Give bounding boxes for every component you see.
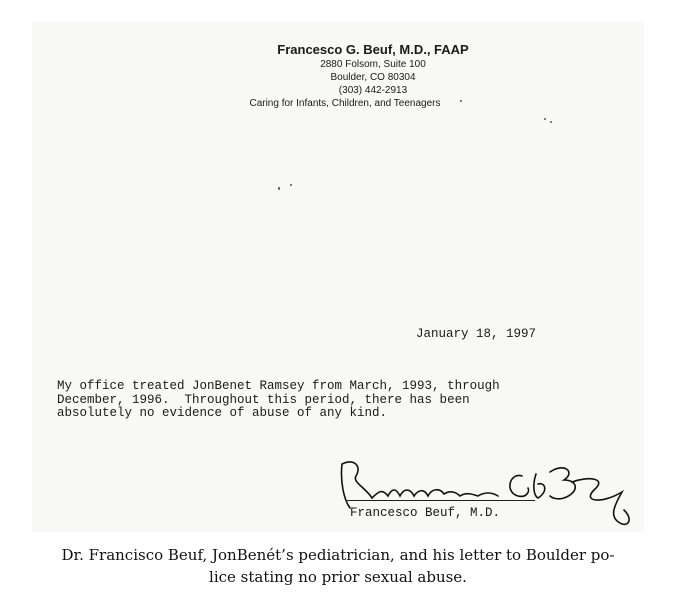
scan-speck bbox=[290, 184, 292, 186]
signer-name: Francesco Beuf, M.D. bbox=[350, 506, 501, 520]
letter-body-line: December, 1996. Throughout this period, there has been bbox=[57, 392, 470, 407]
letter-body-line: absolutely no evidence of abuse of any kind. bbox=[57, 406, 388, 420]
letterhead-name: Francesco G. Beuf, M.D., FAAP bbox=[277, 42, 469, 57]
letter-body bbox=[57, 380, 617, 421]
letterhead-city: Boulder, CO 80304 bbox=[330, 72, 416, 83]
scan-speck bbox=[544, 118, 546, 120]
handwritten-signature bbox=[332, 452, 632, 532]
figure-caption bbox=[20, 544, 656, 588]
letterhead-tagline: Caring for Infants, Children, and Teenagers bbox=[249, 98, 441, 109]
letter-scan bbox=[32, 22, 644, 532]
scan-speck bbox=[460, 100, 462, 102]
scan-speck bbox=[278, 187, 280, 190]
signature-line bbox=[347, 500, 535, 501]
letter-date: January 18, 1997 bbox=[416, 327, 537, 341]
caption-line: Dr. Francisco Beuf, JonBenét’s pediatrician, and his letter to Boulder po- bbox=[61, 546, 615, 564]
letterhead-phone: (303) 442-2913 bbox=[338, 85, 408, 96]
letter-body-line: My office treated JonBenet Ramsey from March, 1993, through bbox=[57, 379, 500, 393]
scan-speck bbox=[550, 121, 552, 123]
caption-line: lice stating no prior sexual abuse. bbox=[209, 568, 467, 586]
letterhead-street: 2880 Folsom, Suite 100 bbox=[320, 59, 426, 70]
letterhead bbox=[32, 42, 644, 110]
